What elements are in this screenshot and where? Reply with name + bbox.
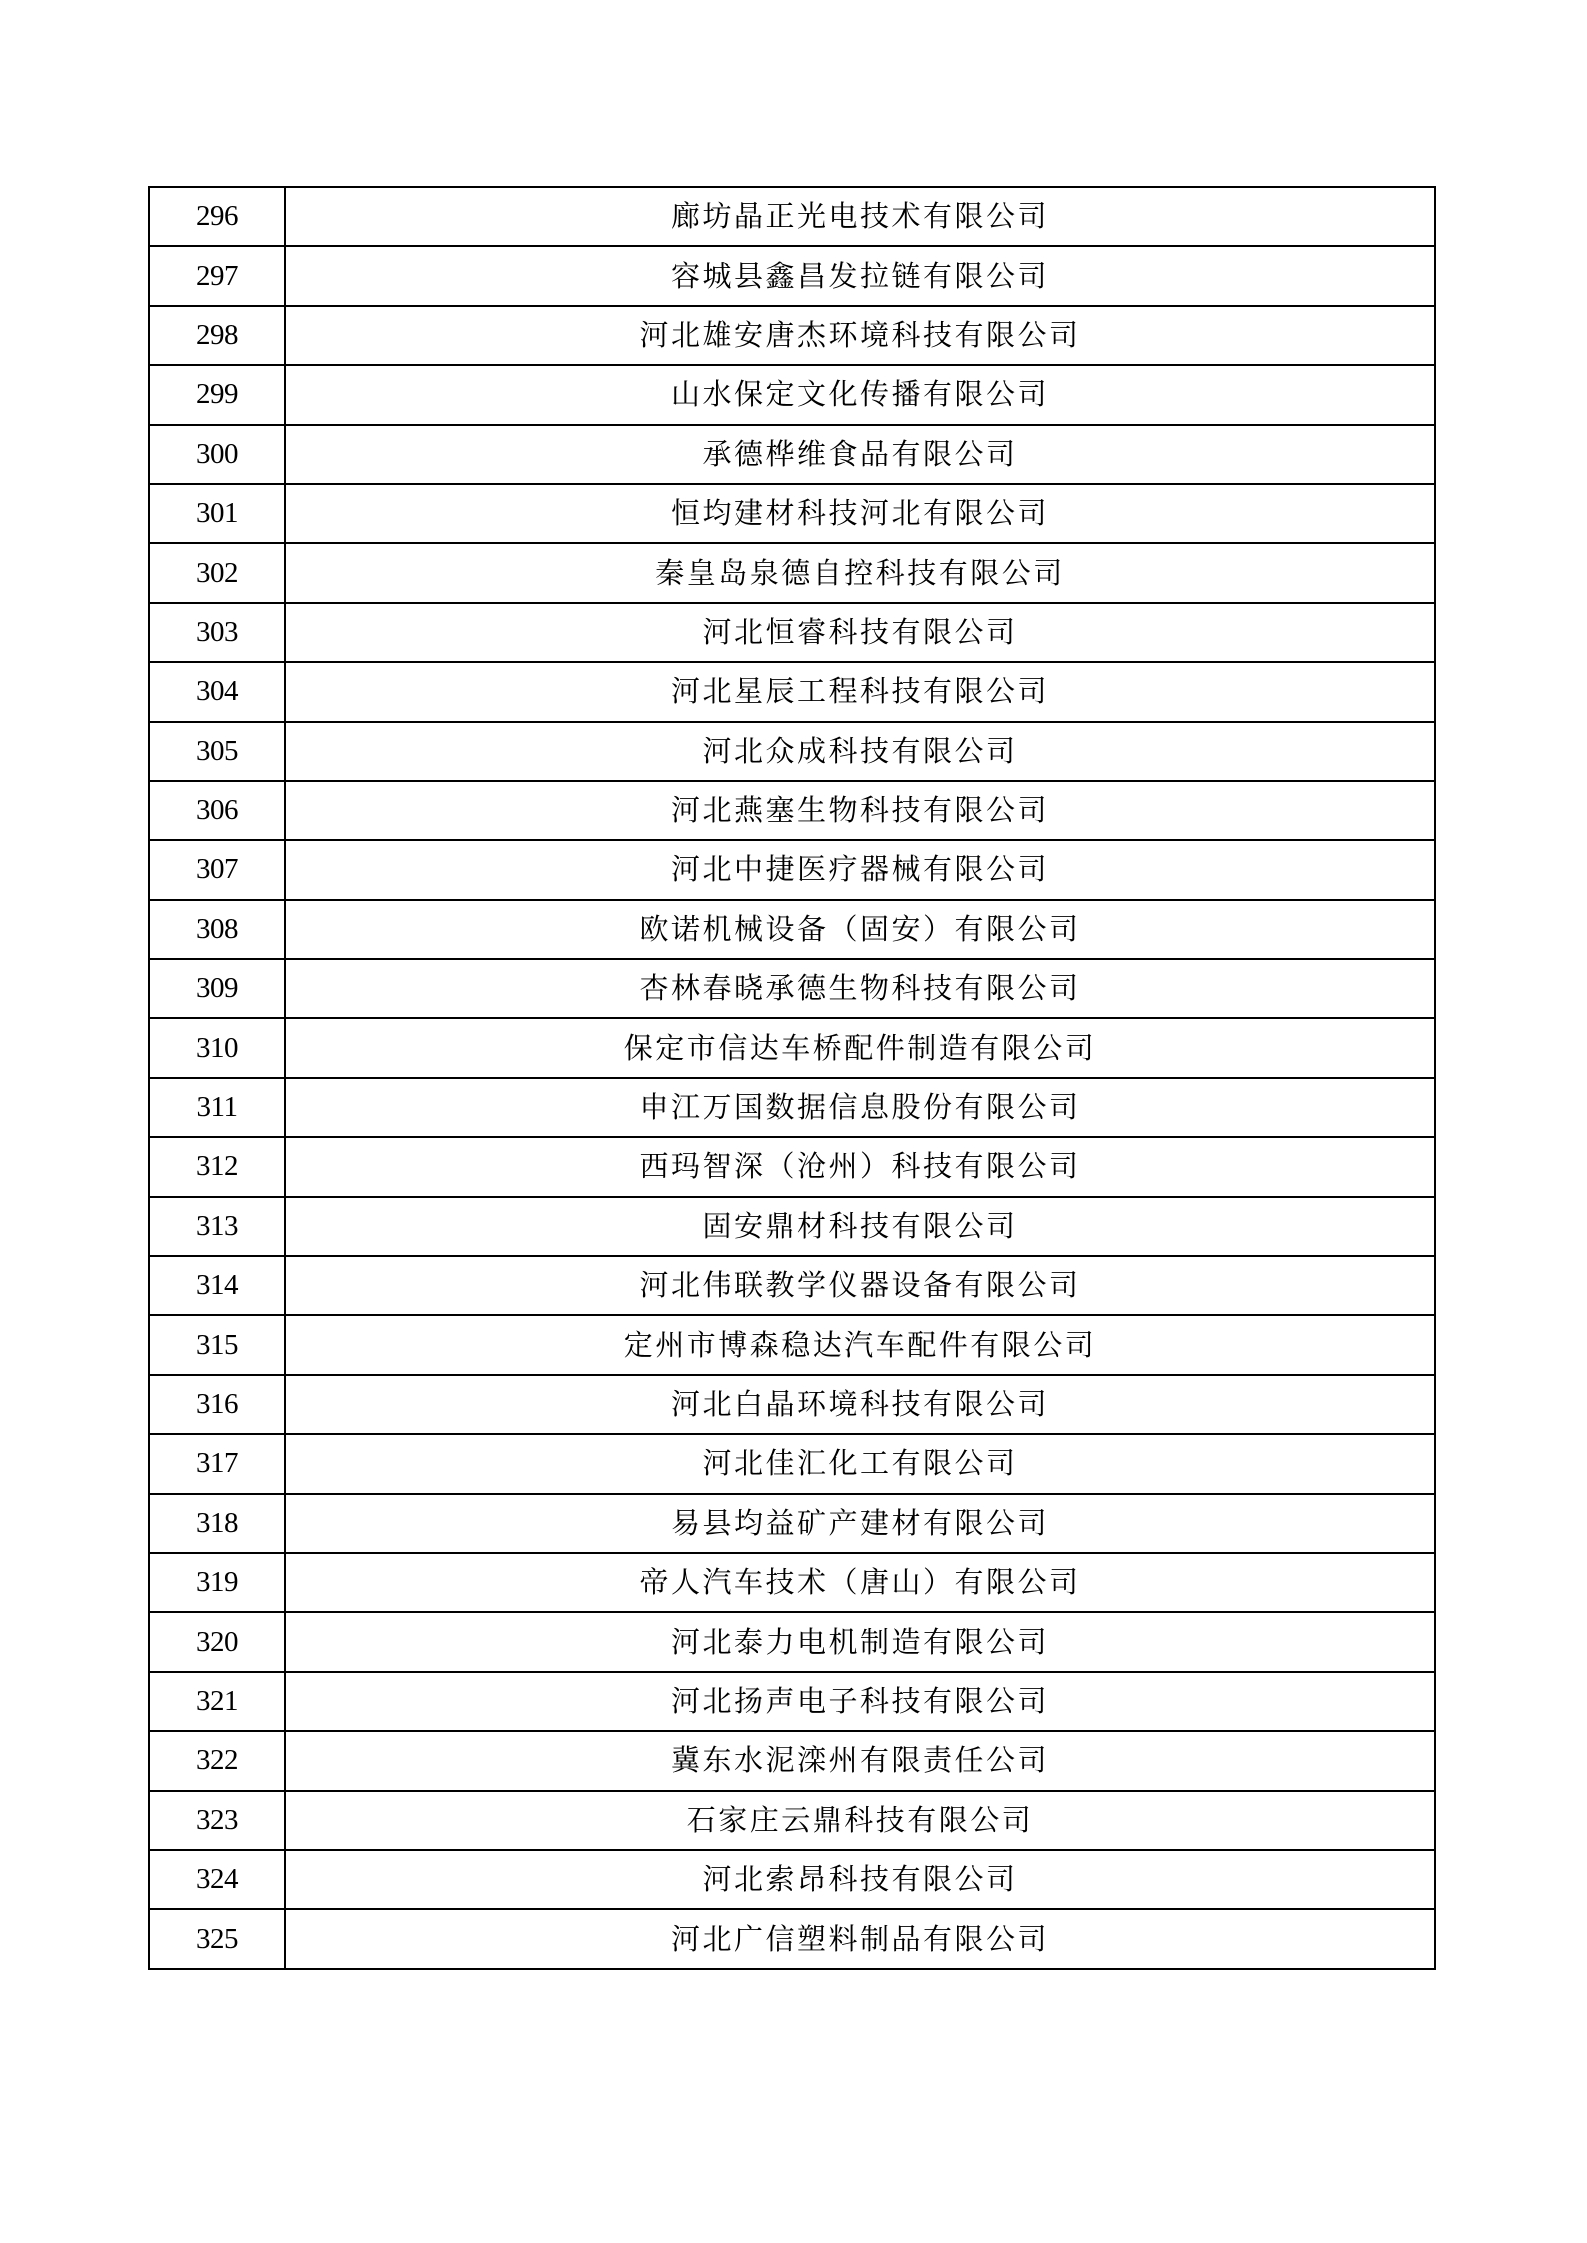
company-name-cell: 申江万国数据信息股份有限公司: [285, 1078, 1435, 1137]
table-row: [149, 1434, 1435, 1493]
company-name-cell: 冀东水泥滦州有限责任公司: [285, 1731, 1435, 1790]
company-name-cell: 河北佳汇化工有限公司: [285, 1434, 1435, 1493]
row-number-cell: 321: [149, 1672, 285, 1731]
company-name-cell: 河北燕塞生物科技有限公司: [285, 781, 1435, 840]
company-name-cell: 杏林春晓承德生物科技有限公司: [285, 959, 1435, 1018]
company-name-cell: 河北广信塑料制品有限公司: [285, 1909, 1435, 1968]
table-row: [149, 1494, 1435, 1553]
table-row: [149, 1197, 1435, 1256]
company-name-cell: 河北扬声电子科技有限公司: [285, 1672, 1435, 1731]
table-row: [149, 1672, 1435, 1731]
row-number-cell: 305: [149, 722, 285, 781]
row-number-cell: 310: [149, 1018, 285, 1077]
table-row: [149, 543, 1435, 602]
company-name-cell: 河北泰力电机制造有限公司: [285, 1612, 1435, 1671]
row-number-cell: 300: [149, 425, 285, 484]
table-row: [149, 246, 1435, 305]
row-number-cell: 314: [149, 1256, 285, 1315]
row-number-cell: 313: [149, 1197, 285, 1256]
company-name-cell: 廊坊晶正光电技术有限公司: [285, 187, 1435, 246]
row-number-cell: 297: [149, 246, 285, 305]
row-number-cell: 303: [149, 603, 285, 662]
row-number-cell: 323: [149, 1791, 285, 1850]
row-number-cell: 319: [149, 1553, 285, 1612]
row-number-cell: 317: [149, 1434, 285, 1493]
company-name-cell: 恒均建材科技河北有限公司: [285, 484, 1435, 543]
company-name-cell: 河北白晶环境科技有限公司: [285, 1375, 1435, 1434]
row-number-cell: 296: [149, 187, 285, 246]
row-number-cell: 316: [149, 1375, 285, 1434]
row-number-cell: 309: [149, 959, 285, 1018]
row-number-cell: 312: [149, 1137, 285, 1196]
row-number-cell: 311: [149, 1078, 285, 1137]
table-row: [149, 1078, 1435, 1137]
table-row: [149, 781, 1435, 840]
company-name-cell: 固安鼎材科技有限公司: [285, 1197, 1435, 1256]
company-name-cell: 承德桦维食品有限公司: [285, 425, 1435, 484]
row-number-cell: 324: [149, 1850, 285, 1909]
company-list-table: [148, 186, 1436, 1970]
row-number-cell: 304: [149, 662, 285, 721]
table-row: [149, 1909, 1435, 1968]
table-row: [149, 425, 1435, 484]
company-name-cell: 定州市博森稳达汽车配件有限公司: [285, 1315, 1435, 1374]
company-name-cell: 欧诺机械设备（固安）有限公司: [285, 900, 1435, 959]
row-number-cell: 315: [149, 1315, 285, 1374]
company-name-cell: 西玛智深（沧州）科技有限公司: [285, 1137, 1435, 1196]
company-name-cell: 河北雄安唐杰环境科技有限公司: [285, 306, 1435, 365]
table-row: [149, 1315, 1435, 1374]
table-row: [149, 662, 1435, 721]
table-row: [149, 365, 1435, 424]
company-name-cell: 河北伟联教学仪器设备有限公司: [285, 1256, 1435, 1315]
row-number-cell: 301: [149, 484, 285, 543]
row-number-cell: 299: [149, 365, 285, 424]
table-row: [149, 959, 1435, 1018]
company-name-cell: 山水保定文化传播有限公司: [285, 365, 1435, 424]
company-name-cell: 河北星辰工程科技有限公司: [285, 662, 1435, 721]
table-row: [149, 1612, 1435, 1671]
row-number-cell: 308: [149, 900, 285, 959]
table-row: [149, 306, 1435, 365]
company-name-cell: 容城县鑫昌发拉链有限公司: [285, 246, 1435, 305]
table-row: [149, 1137, 1435, 1196]
company-name-cell: 保定市信达车桥配件制造有限公司: [285, 1018, 1435, 1077]
row-number-cell: 306: [149, 781, 285, 840]
table-row: [149, 840, 1435, 899]
table-row: [149, 603, 1435, 662]
company-name-cell: 秦皇岛泉德自控科技有限公司: [285, 543, 1435, 602]
table-row: [149, 1731, 1435, 1790]
company-list-body: [149, 187, 1435, 1969]
row-number-cell: 298: [149, 306, 285, 365]
company-name-cell: 石家庄云鼎科技有限公司: [285, 1791, 1435, 1850]
table-row: [149, 1256, 1435, 1315]
company-name-cell: 河北中捷医疗器械有限公司: [285, 840, 1435, 899]
table-row: [149, 1375, 1435, 1434]
table-row: [149, 1850, 1435, 1909]
row-number-cell: 302: [149, 543, 285, 602]
table-row: [149, 900, 1435, 959]
table-row: [149, 1791, 1435, 1850]
row-number-cell: 318: [149, 1494, 285, 1553]
company-name-cell: 河北众成科技有限公司: [285, 722, 1435, 781]
company-name-cell: 易县均益矿产建材有限公司: [285, 1494, 1435, 1553]
table-row: [149, 484, 1435, 543]
table-row: [149, 1553, 1435, 1612]
company-name-cell: 帝人汽车技术（唐山）有限公司: [285, 1553, 1435, 1612]
row-number-cell: 320: [149, 1612, 285, 1671]
company-name-cell: 河北恒睿科技有限公司: [285, 603, 1435, 662]
table-row: [149, 187, 1435, 246]
row-number-cell: 325: [149, 1909, 285, 1968]
row-number-cell: 322: [149, 1731, 285, 1790]
row-number-cell: 307: [149, 840, 285, 899]
table-row: [149, 722, 1435, 781]
company-name-cell: 河北索昂科技有限公司: [285, 1850, 1435, 1909]
table-row: [149, 1018, 1435, 1077]
